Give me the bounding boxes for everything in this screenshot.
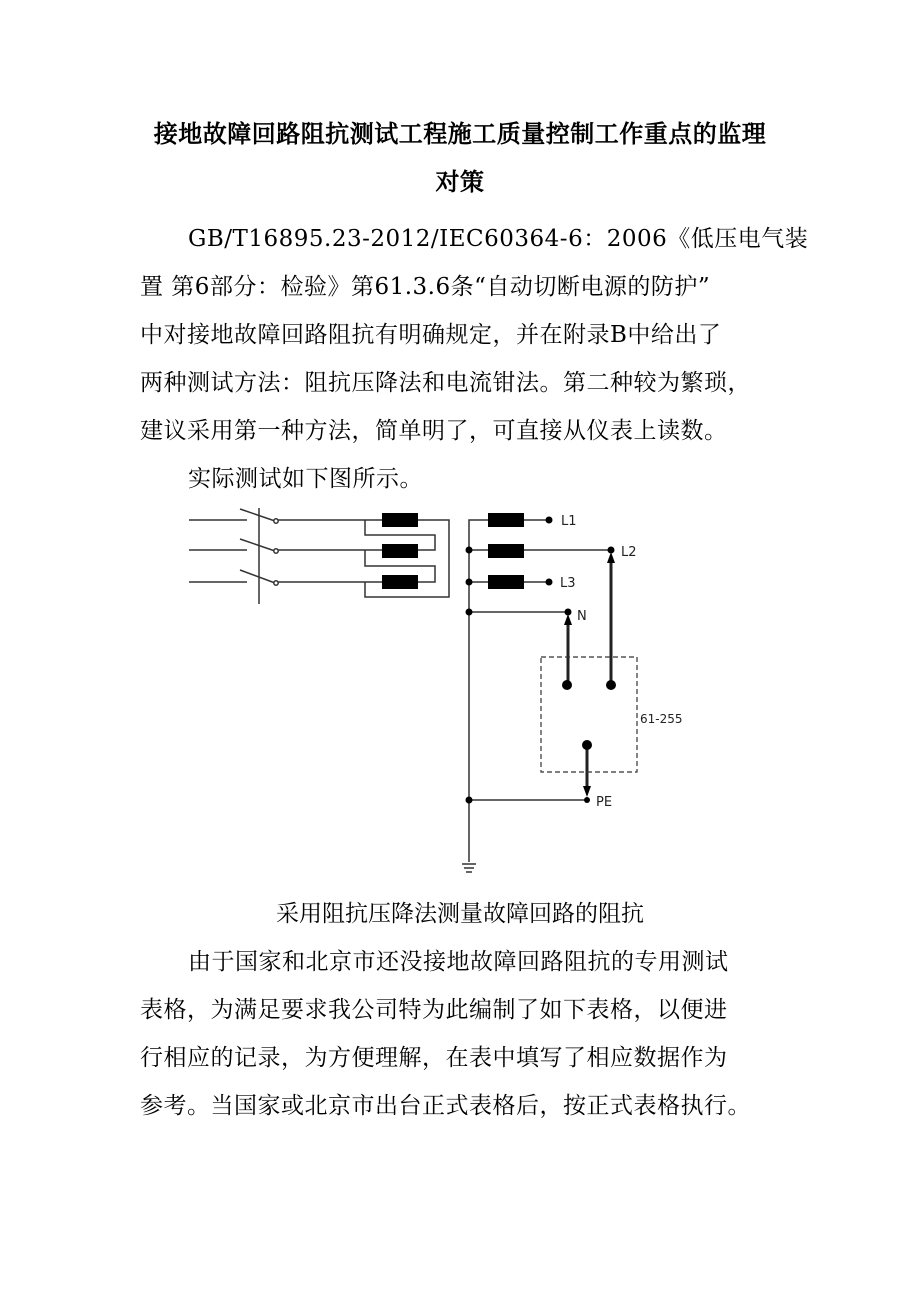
- label-n: N: [577, 609, 587, 624]
- instrument-box: [541, 657, 637, 772]
- paragraph-3-line-3: 行相应的记录，为方便理解，在表中填写了相应数据作为: [140, 1045, 728, 1071]
- document-title-line-1: 接地故障回路阻抗测试工程施工质量控制工作重点的监理: [153, 120, 767, 148]
- switch-section: [189, 508, 385, 604]
- secondary-windings: [466, 513, 615, 804]
- paragraph-1-line-3: 中对接地故障回路阻抗有明确规定，并在附录B中给出了: [140, 322, 722, 348]
- paragraph-1-line-2: 置 第6部分：检验》第61.3.6条“自动切断电源的防护”: [140, 274, 711, 300]
- label-l3: L3: [560, 576, 576, 591]
- label-l1: L1: [561, 514, 577, 529]
- paragraph-1-line-5: 建议采用第一种方法，简单明了，可直接从仪表上读数。: [140, 418, 728, 444]
- document-title-line-2: 对策: [435, 168, 485, 196]
- paragraph-1-line-1: GB/T16895.23-2012/IEC60364-6：2006《低压电气装: [188, 226, 809, 252]
- paragraph-3-line-1: 由于国家和北京市还没接地故障回路阻抗的专用测试: [188, 949, 729, 975]
- paragraph-3-line-4: 参考。当国家或北京市出台正式表格后，按正式表格执行。: [140, 1093, 751, 1119]
- paragraph-2: 实际测试如下图所示。: [188, 466, 423, 492]
- figure-caption: 采用阻抗压降法测量故障回路的阻抗: [276, 901, 644, 927]
- label-l2: L2: [621, 545, 637, 560]
- test-leads: [568, 556, 611, 790]
- label-pe: PE: [596, 795, 613, 810]
- paragraph-1-line-4: 两种测试方法：阻抗压降法和电流钳法。第二种较为繁琐，: [140, 370, 751, 396]
- primary-windings: [382, 513, 418, 589]
- label-instrument: 61-255: [640, 712, 683, 726]
- paragraph-3-line-2: 表格，为满足要求我公司特为此编制了如下表格，以便进: [140, 997, 728, 1023]
- transformer-secondary: [462, 520, 611, 872]
